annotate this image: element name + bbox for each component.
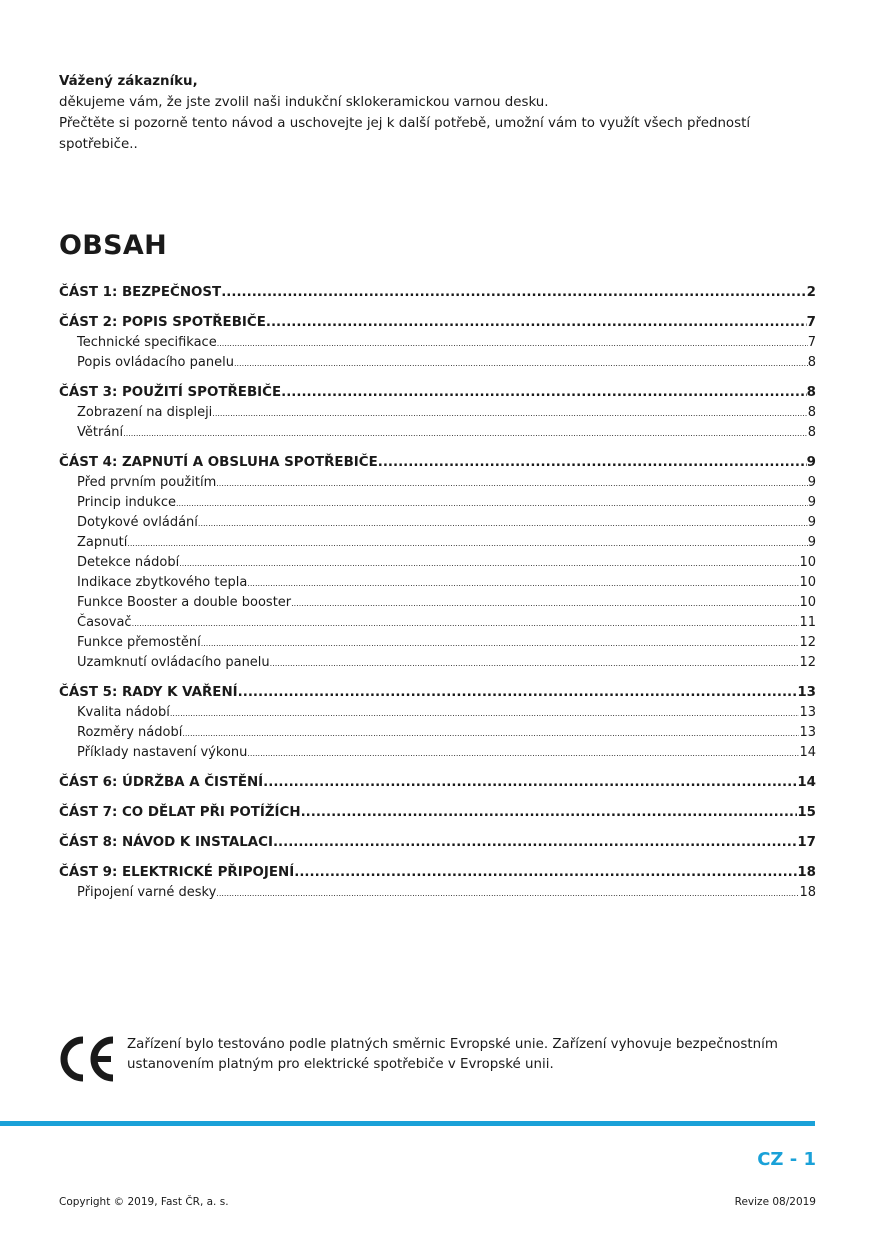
toc-entry-page: 10 — [799, 575, 816, 590]
toc-section-heading-page: 15 — [797, 805, 816, 820]
toc-section-heading[interactable] — [59, 452, 816, 473]
toc-entry[interactable] — [59, 613, 816, 633]
toc-entry[interactable] — [59, 423, 816, 443]
toc-entry-page: 9 — [807, 515, 816, 530]
toc-entry-page: 10 — [799, 555, 816, 570]
toc-section-heading[interactable] — [59, 282, 816, 303]
toc-section — [59, 772, 816, 793]
toc-entry-page: 8 — [807, 425, 816, 440]
toc-section-heading-label: ČÁST 1: BEZPEČNOST — [59, 285, 222, 300]
toc-entry-page: 11 — [799, 615, 816, 630]
toc-entry-page: 9 — [807, 495, 816, 510]
ce-notice — [59, 1035, 819, 1082]
intro-line-1: děkujeme vám, že jste zvolil naši indukční sklokeramickou varnou desku. — [59, 95, 549, 110]
toc-section-heading[interactable] — [59, 802, 816, 823]
page-number: CZ - 1 — [757, 1149, 816, 1170]
toc-entry[interactable] — [59, 473, 816, 493]
toc-entry-label: Rozměry nádobí — [77, 725, 183, 740]
leader-dots — [270, 654, 800, 674]
footer-rule — [0, 1121, 815, 1126]
toc-section-heading-page: 2 — [806, 285, 816, 300]
toc-entry-label: Časovač — [77, 615, 132, 630]
copyright: Copyright © 2019, Fast ČR, a. s. — [59, 1196, 229, 1208]
toc-section-heading-page: 14 — [797, 775, 816, 790]
leader-dots — [238, 682, 798, 703]
toc-entry-label: Uzamknutí ovládacího panelu — [77, 655, 270, 670]
leader-dots — [123, 424, 808, 444]
toc-entry[interactable] — [59, 703, 816, 723]
leader-dots — [132, 614, 800, 634]
toc-entry-label: Zobrazení na displeji — [77, 405, 213, 420]
toc-section-heading[interactable] — [59, 382, 816, 403]
toc-entry[interactable] — [59, 553, 816, 573]
ce-mark-icon — [59, 1036, 117, 1082]
toc-section-heading-page: 18 — [797, 865, 816, 880]
intro — [59, 71, 819, 155]
toc-section-heading[interactable] — [59, 832, 816, 853]
leader-dots — [234, 354, 808, 374]
leader-dots — [176, 494, 808, 514]
toc-entry-label: Technické specifikace — [77, 335, 217, 350]
toc-entry-page: 12 — [799, 655, 816, 670]
toc-entry[interactable] — [59, 403, 816, 423]
toc-section-heading-page: 9 — [806, 455, 816, 470]
toc-section-heading-page: 13 — [797, 685, 816, 700]
intro-line-2: Přečtěte si pozorně tento návod a uschovejte jej k další potřebě, umožní vám to využít všech předností spotřebiče.. — [59, 116, 751, 152]
toc-entry-page: 8 — [807, 405, 816, 420]
toc-section — [59, 682, 816, 763]
toc-entry-label: Kvalita nádobí — [77, 705, 170, 720]
revision: Revize 08/2019 — [734, 1196, 816, 1208]
toc-section-heading-page: 17 — [797, 835, 816, 850]
toc-entry-page: 12 — [799, 635, 816, 650]
toc-entry-page: 18 — [799, 885, 816, 900]
toc-section-heading-label: ČÁST 8: NÁVOD K INSTALACI — [59, 835, 273, 850]
toc-entry[interactable] — [59, 743, 816, 763]
toc-section — [59, 282, 816, 303]
leader-dots — [291, 594, 799, 614]
toc-section-heading-page: 8 — [806, 385, 816, 400]
toc-entry-page: 10 — [799, 595, 816, 610]
table-of-contents — [59, 282, 816, 912]
toc-section-heading[interactable] — [59, 862, 816, 883]
toc-entry-label: Popis ovládacího panelu — [77, 355, 234, 370]
toc-entry-label: Princip indukce — [77, 495, 176, 510]
toc-entry-page: 8 — [807, 355, 816, 370]
ce-text — [127, 1035, 778, 1082]
toc-section-heading-label: ČÁST 5: RADY K VAŘENÍ — [59, 685, 238, 700]
leader-dots — [217, 334, 808, 354]
toc-entry-label: Větrání — [77, 425, 124, 440]
toc-entry-label: Funkce Booster a double booster — [77, 595, 292, 610]
toc-section-heading[interactable] — [59, 772, 816, 793]
toc-entry[interactable] — [59, 573, 816, 593]
toc-title: OBSAH — [59, 230, 167, 261]
leader-dots — [301, 802, 798, 823]
toc-entry-label: Příklady nastavení výkonu — [77, 745, 248, 760]
toc-entry-page: 14 — [799, 745, 816, 760]
greeting: Vážený zákazníku, — [59, 74, 198, 89]
toc-entry-page: 9 — [807, 535, 816, 550]
leader-dots — [179, 554, 799, 574]
toc-entry-page: 9 — [807, 475, 816, 490]
leader-dots — [216, 884, 799, 904]
toc-section-heading-label: ČÁST 3: POUŽITÍ SPOTŘEBIČE — [59, 385, 282, 400]
toc-section — [59, 862, 816, 903]
leader-dots — [281, 382, 807, 403]
toc-entry-label: Zapnutí — [77, 535, 128, 550]
toc-section — [59, 832, 816, 853]
toc-section — [59, 312, 816, 373]
ce-line-1: Zařízení bylo testováno podle platných směrnic Evropské unie. Zařízení vyhovuje bezpečnostním — [127, 1037, 778, 1052]
toc-section — [59, 452, 816, 673]
leader-dots — [221, 282, 806, 303]
toc-entry[interactable] — [59, 533, 816, 553]
leader-dots — [266, 312, 807, 333]
toc-section — [59, 382, 816, 443]
toc-section-heading-label: ČÁST 7: CO DĚLAT PŘI POTÍŽÍCH — [59, 805, 301, 820]
toc-entry[interactable] — [59, 353, 816, 373]
toc-entry-page: 13 — [799, 705, 816, 720]
toc-section-heading-label: ČÁST 4: ZAPNUTÍ A OBSLUHA SPOTŘEBIČE — [59, 455, 378, 470]
toc-entry-label: Detekce nádobí — [77, 555, 180, 570]
toc-section-heading-label: ČÁST 9: ELEKTRICKÉ PŘIPOJENÍ — [59, 865, 295, 880]
toc-entry[interactable] — [59, 653, 816, 673]
leader-dots — [247, 744, 799, 764]
leader-dots — [182, 724, 799, 744]
leader-dots — [216, 474, 807, 494]
toc-entry-label: Indikace zbytkového tepla — [77, 575, 248, 590]
leader-dots — [378, 452, 807, 473]
ce-line-2: ustanovením platným pro elektrické spotřebiče v Evropské unii. — [127, 1057, 554, 1072]
leader-dots — [247, 574, 799, 594]
toc-section-heading-page: 7 — [806, 315, 816, 330]
toc-entry-label: Před prvním použitím — [77, 475, 217, 490]
leader-dots — [198, 514, 808, 534]
leader-dots — [263, 772, 797, 793]
toc-entry-page: 13 — [799, 725, 816, 740]
toc-entry[interactable] — [59, 883, 816, 903]
toc-entry[interactable] — [59, 593, 816, 613]
leader-dots — [212, 404, 807, 424]
leader-dots — [170, 704, 800, 724]
toc-entry[interactable] — [59, 633, 816, 653]
toc-entry[interactable] — [59, 723, 816, 743]
toc-entry[interactable] — [59, 513, 816, 533]
leader-dots — [127, 534, 807, 554]
toc-section-heading-label: ČÁST 6: ÚDRŽBA A ČISTĚNÍ — [59, 775, 264, 790]
toc-entry-page: 7 — [807, 335, 816, 350]
toc-entry[interactable] — [59, 493, 816, 513]
leader-dots — [273, 832, 797, 853]
toc-entry-label: Funkce přemostění — [77, 635, 201, 650]
toc-entry-label: Dotykové ovládání — [77, 515, 198, 530]
leader-dots — [294, 862, 797, 883]
toc-section-heading[interactable] — [59, 312, 816, 333]
toc-section — [59, 802, 816, 823]
toc-section-heading-label: ČÁST 2: POPIS SPOTŘEBIČE — [59, 315, 266, 330]
toc-entry-label: Připojení varné desky — [77, 885, 217, 900]
leader-dots — [201, 634, 800, 654]
toc-entry[interactable] — [59, 333, 816, 353]
toc-section-heading[interactable] — [59, 682, 816, 703]
